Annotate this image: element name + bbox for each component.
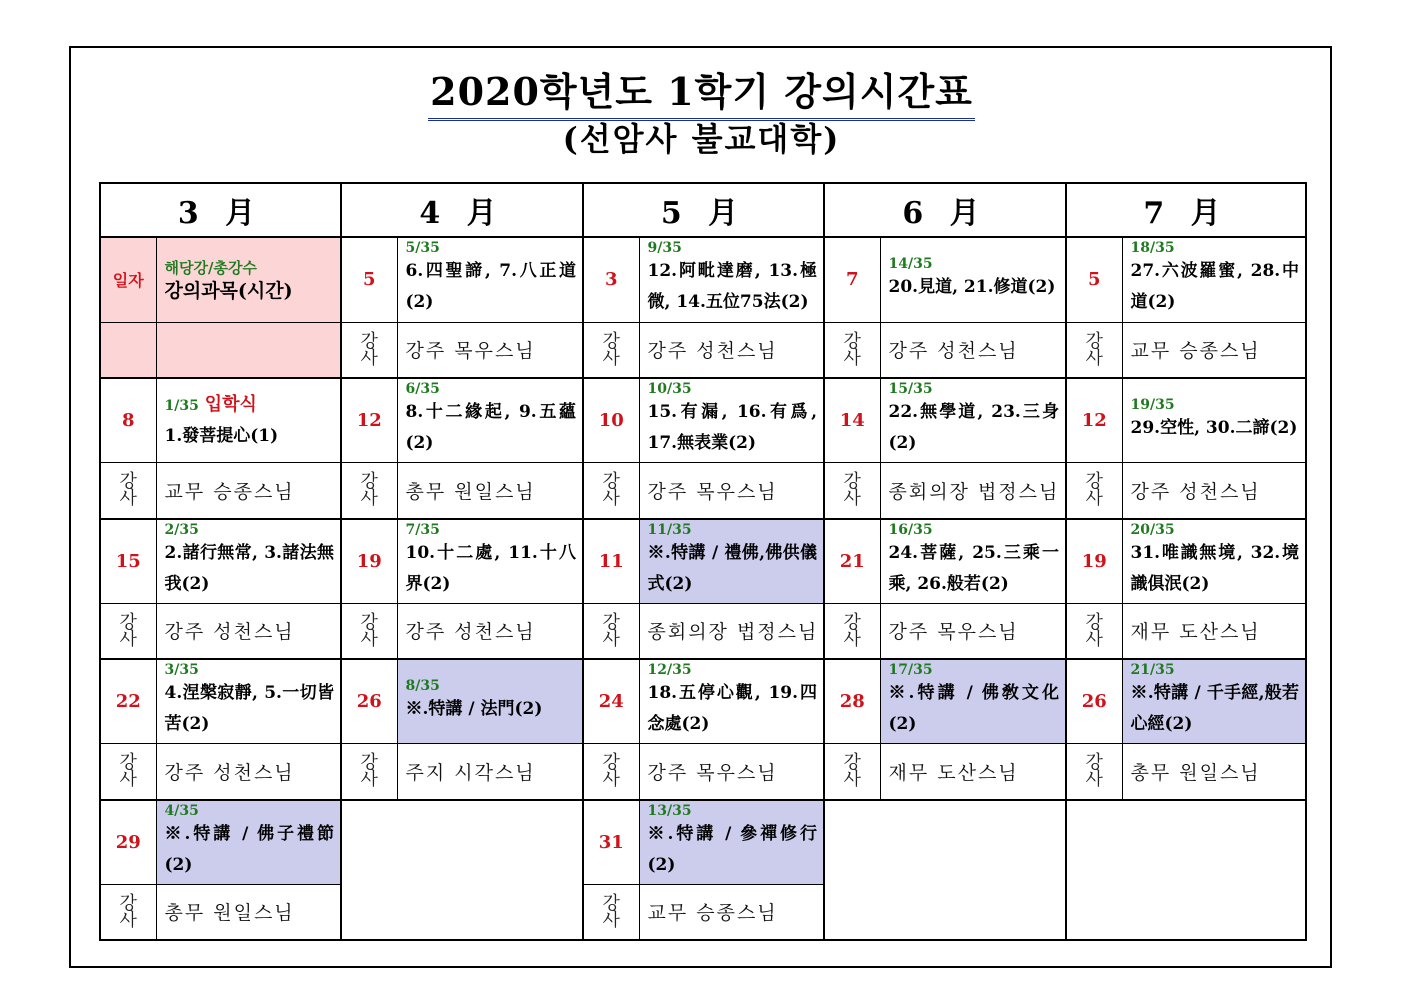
course-text: 18.五停心觀, 19.四念處(2) xyxy=(647,683,817,734)
course-cell xyxy=(639,378,824,463)
lecturer-cell: 강주 성천스님 xyxy=(156,603,341,659)
lecturer-cell: 강주 성천스님 xyxy=(156,744,341,800)
day-cell: 14 xyxy=(824,378,880,463)
lecturer-cell: 총무 원일스님 xyxy=(1122,744,1306,800)
course-text: 4.涅槃寂靜, 5.一切皆苦(2) xyxy=(164,683,334,734)
course-order: 18/35 xyxy=(1130,240,1175,257)
entrance-ceremony: 입학식 xyxy=(204,394,257,415)
course-cell xyxy=(1122,237,1306,322)
lecturer-cell: 총무 원일스님 xyxy=(156,884,341,940)
legend-cell xyxy=(156,237,341,322)
lecturer-label: 강 사 xyxy=(1066,463,1122,519)
course-order: 2/35 xyxy=(164,521,199,538)
course-text: ※.特講 / 禮佛,佛供儀式(2) xyxy=(647,542,817,594)
lecturer-label: 강 사 xyxy=(341,463,397,519)
day-cell: 7 xyxy=(824,237,880,322)
course-text: 31.唯識無境, 32.境識俱泯(2) xyxy=(1130,542,1299,594)
lecturer-label: 강 사 xyxy=(341,744,397,800)
lecturer-label: 강 사 xyxy=(100,603,156,659)
day-cell: 21 xyxy=(824,519,880,604)
day-cell: 11 xyxy=(583,519,639,604)
month-header-april: 4 月 xyxy=(341,183,583,237)
course-order: 7/35 xyxy=(405,521,440,538)
special-course-cell xyxy=(156,800,341,885)
course-text: 20.見道, 21.修道(2) xyxy=(888,276,1056,297)
lecturer-label: 강 사 xyxy=(1066,744,1122,800)
course-cell xyxy=(156,659,341,744)
table-row xyxy=(100,603,1306,659)
lecturer-label: 강 사 xyxy=(824,603,880,659)
lecturer-label: 강 사 xyxy=(583,322,639,378)
table-row xyxy=(100,800,1306,885)
course-cell xyxy=(880,519,1066,604)
course-order: 17/35 xyxy=(888,662,933,678)
course-text: 1.發菩提心(1) xyxy=(164,426,279,446)
lecturer-cell: 교무 승종스님 xyxy=(1122,322,1306,378)
course-text: ※.特講 / 千手經,般若心經(2) xyxy=(1130,683,1299,734)
lecturer-cell: 교무 승종스님 xyxy=(639,884,824,940)
month-header-june: 6 月 xyxy=(824,183,1066,237)
day-cell: 24 xyxy=(583,659,639,744)
course-order: 5/35 xyxy=(405,240,440,257)
course-order: 9/35 xyxy=(647,240,682,257)
course-text: 2.諸行無常, 3.諸法無我(2) xyxy=(164,542,334,594)
course-cell xyxy=(880,378,1066,463)
lecturer-label: 강 사 xyxy=(824,463,880,519)
lecturer-cell: 강주 성천스님 xyxy=(1122,463,1306,519)
course-text: ※.特講 / 佛敎文化(2) xyxy=(888,683,1059,734)
special-course-cell xyxy=(639,519,824,604)
day-cell: 19 xyxy=(1066,519,1122,604)
legend-count-label: 해당강/총강수 xyxy=(164,258,257,277)
day-cell: 28 xyxy=(824,659,880,744)
course-order: 8/35 xyxy=(405,677,440,694)
course-order: 16/35 xyxy=(888,521,933,538)
lecturer-label: 강 사 xyxy=(100,884,156,940)
day-cell: 29 xyxy=(100,800,156,885)
lecturer-label: 강 사 xyxy=(341,603,397,659)
table-row xyxy=(100,322,1306,378)
table-row xyxy=(100,378,1306,463)
day-cell: 5 xyxy=(341,237,397,322)
course-text: 6.四聖諦, 7.八正道(2) xyxy=(405,261,576,313)
day-cell: 22 xyxy=(100,659,156,744)
course-text: ※.特講 / 參禪修行(2) xyxy=(647,823,817,875)
course-text: 24.菩薩, 25.三乘一乘, 26.般若(2) xyxy=(888,542,1059,594)
day-cell: 12 xyxy=(1066,378,1122,463)
course-cell xyxy=(156,378,341,463)
month-header-row xyxy=(100,183,1306,237)
lecturer-label: 강 사 xyxy=(100,463,156,519)
day-cell: 26 xyxy=(341,659,397,744)
page-title-text: 2020학년도 1학기 강의시간표 xyxy=(428,70,975,121)
empty-cell xyxy=(824,800,1066,941)
course-cell xyxy=(1122,519,1306,604)
day-cell: 31 xyxy=(583,800,639,885)
course-cell xyxy=(156,519,341,604)
lecturer-label: 강 사 xyxy=(1066,603,1122,659)
table-row xyxy=(100,237,1306,322)
course-order: 3/35 xyxy=(164,662,199,678)
day-cell: 8 xyxy=(100,378,156,463)
lecturer-label: 강 사 xyxy=(824,744,880,800)
course-order: 14/35 xyxy=(888,255,933,272)
course-cell xyxy=(1122,378,1306,463)
special-course-cell xyxy=(639,800,824,885)
table-row xyxy=(100,744,1306,800)
month-header-may: 5 月 xyxy=(583,183,824,237)
table-row xyxy=(100,659,1306,744)
course-text: 15.有漏, 16.有爲, 17.無表業(2) xyxy=(647,402,817,453)
empty-cell xyxy=(100,322,156,378)
day-cell: 12 xyxy=(341,378,397,463)
course-text: 22.無學道, 23.三身(2) xyxy=(888,402,1059,453)
page-title xyxy=(0,70,1403,121)
empty-cell xyxy=(341,800,583,941)
month-header-july: 7 月 xyxy=(1066,183,1306,237)
lecturer-cell: 강주 성천스님 xyxy=(397,603,583,659)
lecturer-cell: 교무 승종스님 xyxy=(156,463,341,519)
month-header-march: 3 月 xyxy=(100,183,341,237)
lecturer-label: 강 사 xyxy=(100,744,156,800)
lecturer-cell: 종회의장 법정스님 xyxy=(880,463,1066,519)
day-cell: 19 xyxy=(341,519,397,604)
course-order: 19/35 xyxy=(1130,396,1175,413)
lecturer-cell: 강주 성천스님 xyxy=(639,322,824,378)
lecturer-cell: 총무 원일스님 xyxy=(397,463,583,519)
page-subtitle: (선암사 불교대학) xyxy=(562,120,841,158)
lecturer-label: 강 사 xyxy=(1066,322,1122,378)
empty-cell xyxy=(1066,800,1306,941)
lecturer-cell: 종회의장 법정스님 xyxy=(639,603,824,659)
legend-subject-label: 강의과목(시간) xyxy=(164,279,293,302)
lecturer-label: 강 사 xyxy=(583,744,639,800)
lecturer-cell: 주지 시각스님 xyxy=(397,744,583,800)
table-row xyxy=(100,463,1306,519)
course-text: ※.特講 / 佛子禮節(2) xyxy=(164,823,334,875)
lecturer-label: 강 사 xyxy=(824,322,880,378)
date-label-cell: 일자 xyxy=(100,237,156,322)
lecturer-label: 강 사 xyxy=(583,884,639,940)
lecturer-label: 강 사 xyxy=(341,322,397,378)
course-cell xyxy=(397,237,583,322)
course-text: 12.阿毗達磨, 13.極微, 14.五位75法(2) xyxy=(647,261,817,313)
day-cell: 15 xyxy=(100,519,156,604)
course-text: 10.十二處, 11.十八界(2) xyxy=(405,542,576,594)
course-cell xyxy=(639,237,824,322)
course-text: 27.六波羅蜜, 28.中道(2) xyxy=(1130,261,1299,313)
day-cell: 5 xyxy=(1066,237,1122,322)
lecturer-label: 강 사 xyxy=(583,603,639,659)
lecturer-cell: 재무 도산스님 xyxy=(880,744,1066,800)
course-order: 21/35 xyxy=(1130,662,1175,678)
special-course-cell xyxy=(880,659,1066,744)
course-cell xyxy=(880,237,1066,322)
special-course-cell xyxy=(397,659,583,744)
course-order: 6/35 xyxy=(405,381,440,397)
day-cell: 10 xyxy=(583,378,639,463)
lecturer-cell: 강주 목우스님 xyxy=(397,322,583,378)
course-cell xyxy=(397,519,583,604)
course-order: 10/35 xyxy=(647,381,692,397)
lecturer-cell: 재무 도산스님 xyxy=(1122,603,1306,659)
course-text: ※.特講 / 法門(2) xyxy=(405,698,543,719)
course-order: 20/35 xyxy=(1130,521,1175,538)
course-order: 1/35 xyxy=(164,398,199,414)
lecturer-label: 강 사 xyxy=(583,463,639,519)
table-row xyxy=(100,519,1306,604)
lecturer-cell: 강주 목우스님 xyxy=(639,463,824,519)
course-order: 4/35 xyxy=(164,802,199,819)
course-order: 12/35 xyxy=(647,662,692,678)
lecturer-cell: 강주 목우스님 xyxy=(880,603,1066,659)
course-cell xyxy=(397,378,583,463)
day-cell: 26 xyxy=(1066,659,1122,744)
course-order: 11/35 xyxy=(647,521,692,538)
course-order: 15/35 xyxy=(888,381,933,397)
course-text: 29.空性, 30.二諦(2) xyxy=(1130,417,1298,438)
lecturer-cell: 강주 목우스님 xyxy=(639,744,824,800)
day-cell: 3 xyxy=(583,237,639,322)
course-cell xyxy=(639,659,824,744)
course-order: 13/35 xyxy=(647,802,692,819)
empty-cell xyxy=(156,322,341,378)
special-course-cell xyxy=(1122,659,1306,744)
lecturer-cell: 강주 성천스님 xyxy=(880,322,1066,378)
course-text: 8.十二緣起, 9.五蘊(2) xyxy=(405,402,576,453)
timetable xyxy=(99,182,1307,941)
